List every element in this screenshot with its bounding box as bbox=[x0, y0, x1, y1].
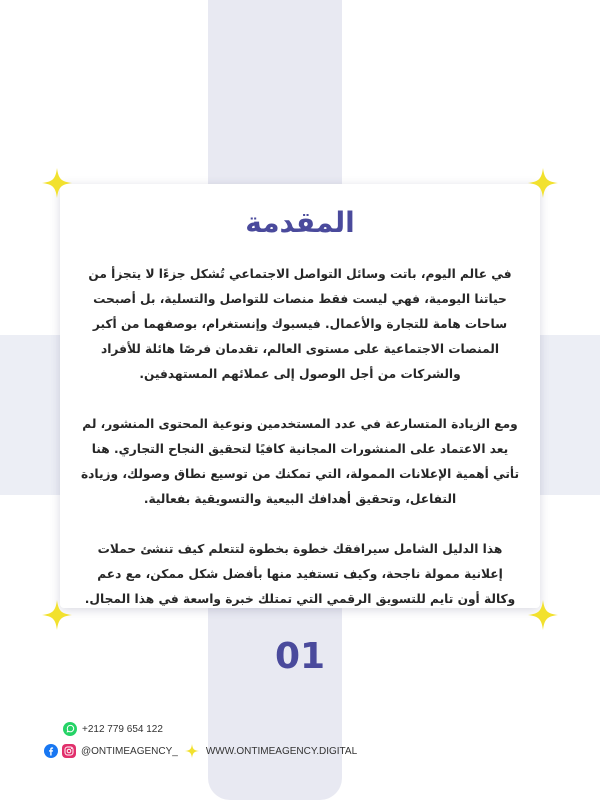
plus-sparkle-icon bbox=[40, 598, 74, 632]
page-title: المقدمة bbox=[245, 206, 355, 239]
instagram-icon[interactable] bbox=[62, 744, 76, 758]
facebook-icon[interactable] bbox=[44, 744, 58, 758]
phone-row bbox=[63, 722, 357, 736]
paragraph-1: في عالم اليوم، باتت وسائل التواصل الاجتماعي تُشكل جزءًا لا يتجزأ من حياتنا اليومية، فهي ليست فقط منصات للتواصل والتسلية، بل أصبحت ساحات هامة للتجارة والأعمال. فيسبوك وإنستغرام، بوصفهما من أكبر المنصات الاجتماعية على مستوى العالم، تقدمان فرصًا هائلة للأفراد والشركات من أجل الوصول إلى عملائهم المستهدفين. bbox=[88, 267, 512, 381]
plus-sparkle-icon bbox=[40, 166, 74, 200]
website-link[interactable]: WWW.ONTIMEAGENCY.DIGITAL bbox=[205, 745, 358, 757]
paragraph-2: ومع الزيادة المتسارعة في عدد المستخدمين ونوعية المحتوى المنشور، لم يعد الاعتماد على المنشورات المجانية كافيًا لتحقيق النجاح التجاري. هنا تأتي أهمية الإعلانات الممولة، التي تمكنك من توسيع نطاق وصولك، وزيادة التفاعل، وتحقيق أهدافك البيعية والتسويقية بفعالية. bbox=[80, 417, 520, 506]
contact-footer bbox=[44, 722, 357, 758]
body-text bbox=[80, 262, 520, 612]
plus-sparkle-icon bbox=[526, 166, 560, 200]
plus-sparkle-icon bbox=[184, 743, 200, 759]
whatsapp-icon[interactable] bbox=[63, 722, 77, 736]
page-number: 01 bbox=[274, 636, 326, 677]
phone-number[interactable]: +212 779 654 122 bbox=[82, 723, 163, 735]
plus-sparkle-icon bbox=[526, 598, 560, 632]
paragraph-3: هذا الدليل الشامل سيرافقك خطوة بخطوة لتتعلم كيف تنشئ حملات إعلانية ممولة ناجحة، وكيف تستفيد منها بأفضل شكل ممكن، مع دعم وكالة أون تايم للتسويق الرقمي التي تمتلك خبرة واسعة في هذا المجال. bbox=[84, 542, 516, 606]
social-row bbox=[44, 744, 357, 758]
social-handle[interactable]: @ONTIMEAGENCY_ bbox=[81, 745, 178, 757]
content-card bbox=[60, 184, 540, 608]
